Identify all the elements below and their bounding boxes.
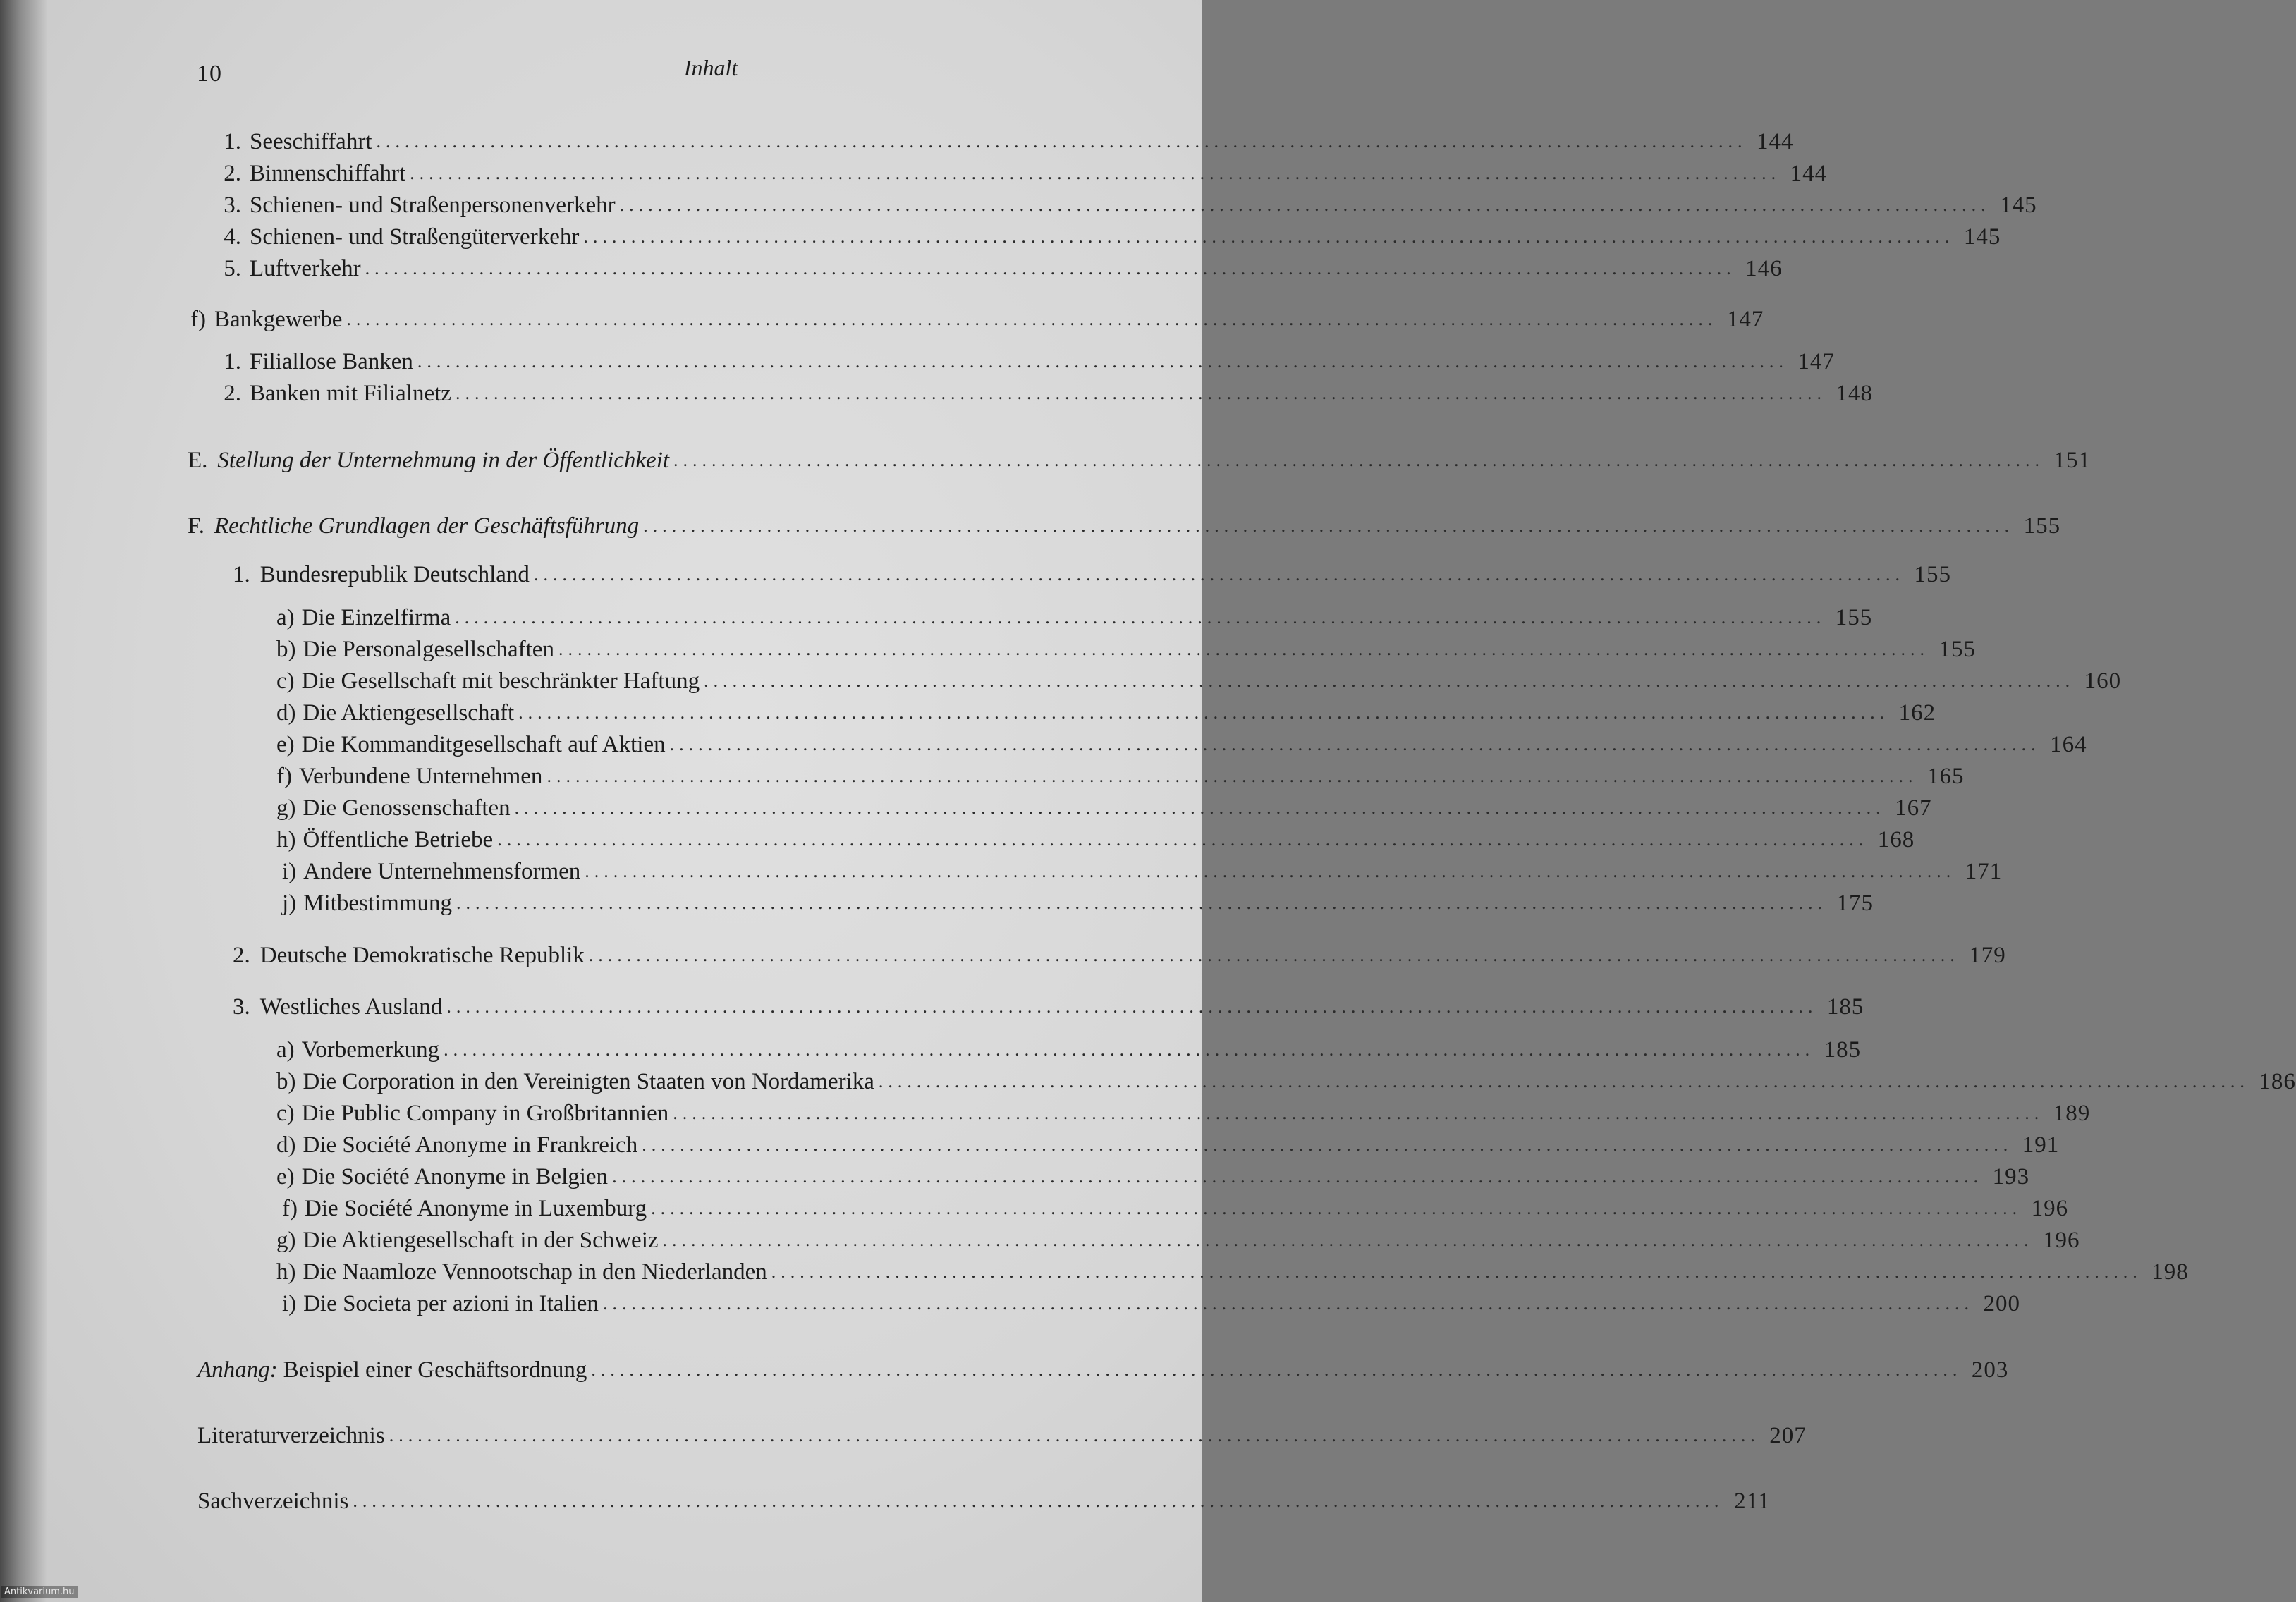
entry-title: Die Public Company in Großbritannien — [301, 1101, 669, 1126]
leader-dots: ................................................................................................................................................ — [591, 1359, 1962, 1380]
entry-number: 3. — [233, 994, 250, 1020]
entry-title: Seeschiffahrt — [250, 129, 372, 154]
toc-entry — [276, 698, 1936, 726]
entry-title: Die Naamloze Vennootschap in den Niederlanden — [303, 1259, 767, 1285]
leader-dots: ................................................................................................................................................ — [444, 1039, 1815, 1060]
entry-page: 162 — [1898, 700, 1936, 726]
entry-title: Die Société Anonyme in Luxemburg — [304, 1196, 647, 1221]
entry-page: 179 — [1969, 943, 2006, 968]
entry-number: h) — [276, 1259, 296, 1285]
entry-page: 155 — [1835, 605, 1873, 630]
toc-entry — [209, 379, 1873, 407]
toc-entry — [282, 857, 2003, 885]
leader-dots: ................................................................................................................................................ — [669, 734, 2041, 754]
toc-entry — [209, 159, 1828, 187]
entry-number: f) — [190, 307, 206, 332]
toc-entry — [276, 1067, 2296, 1095]
entry-page: 155 — [1914, 562, 1951, 587]
entry-title: Die Aktiengesellschaft in der Schweiz — [303, 1228, 659, 1253]
entry-title: Luftverkehr — [250, 256, 361, 281]
entry-page: 155 — [2023, 513, 2061, 539]
entry-number: 2. — [224, 161, 241, 186]
entry-page: 185 — [1824, 1037, 1862, 1063]
entry-page: 196 — [2031, 1196, 2069, 1221]
entry-number: c) — [276, 1101, 295, 1126]
leader-dots: ................................................................................................................................................ — [585, 861, 1956, 881]
entry-page: 168 — [1877, 827, 1915, 852]
entry-page: 203 — [1971, 1357, 2009, 1383]
entry-title: Schienen- und Straßenpersonenverkehr — [250, 192, 616, 218]
entry-title: Binnenschiffahrt — [250, 161, 406, 186]
entry-title: Verbundene Unternehmen — [298, 764, 543, 789]
entry-title: Die Societa per azioni in Italien — [303, 1291, 599, 1316]
entry-page: 211 — [1734, 1488, 1771, 1514]
entry-number: a) — [276, 1037, 295, 1063]
leader-dots: ................................................................................................................................................ — [353, 1491, 1724, 1511]
leader-dots: ................................................................................................................................................ — [602, 1293, 1974, 1314]
leader-dots: ................................................................................................................................................ — [583, 226, 1955, 247]
toc-entry — [276, 1257, 2189, 1285]
entry-title: Vorbemerkung — [301, 1037, 440, 1063]
entry-title: Literaturverzeichnis — [197, 1423, 385, 1448]
leader-dots: ................................................................................................................................................ — [704, 671, 2075, 691]
entry-page: 146 — [1745, 256, 1783, 281]
toc-entry — [276, 1099, 2091, 1127]
running-title: Inhalt — [683, 55, 738, 80]
entry-title: Die Gesellschaft mit beschränkter Haftung — [301, 668, 700, 694]
entry-number: g) — [276, 1228, 296, 1253]
leader-dots: ................................................................................................................................................ — [518, 702, 1890, 723]
entry-page: 165 — [1926, 764, 1965, 789]
toc-entry — [209, 254, 1783, 282]
entry-number: F. — [188, 513, 204, 539]
entry-number: f) — [282, 1196, 298, 1221]
entry-number: i) — [282, 1291, 297, 1316]
leader-dots: ................................................................................................................................................ — [497, 829, 1869, 850]
entry-number: f) — [276, 764, 292, 789]
toc-entry — [276, 762, 1965, 790]
leader-dots: ................................................................................................................................................ — [558, 639, 1929, 659]
entry-page: 191 — [2022, 1132, 2060, 1158]
leader-dots: ................................................................................................................................................ — [456, 893, 1828, 913]
entry-title: Banken mit Filialnetz — [250, 381, 451, 406]
page-number: 10 — [197, 61, 222, 87]
entry-page: 160 — [2084, 668, 2122, 694]
entry-number: Anhang: — [197, 1357, 278, 1383]
toc-entry — [209, 222, 2001, 250]
leader-dots: ................................................................................................................................................ — [446, 996, 1818, 1017]
entry-number: i) — [282, 859, 297, 884]
entry-number: a) — [276, 605, 295, 630]
entry-title: Bundesrepublik Deutschland — [259, 562, 530, 587]
toc-entry — [282, 888, 1874, 917]
entry-page: 147 — [1797, 349, 1835, 374]
entry-page: 207 — [1769, 1423, 1807, 1448]
toc-entry — [276, 1035, 1862, 1063]
entry-page: 175 — [1836, 891, 1874, 916]
leader-dots: ................................................................................................................................................ — [643, 515, 2015, 536]
entry-title: Deutsche Demokratische Republik — [259, 943, 585, 968]
toc-entry — [233, 941, 2006, 969]
entry-page: 193 — [1992, 1164, 2030, 1190]
entry-title: Mitbestimmung — [303, 891, 453, 916]
toc-entry — [276, 1162, 2030, 1190]
leader-dots: ................................................................................................................................................ — [533, 564, 1905, 585]
entry-number: h) — [276, 827, 296, 852]
entry-number: 1. — [224, 129, 241, 154]
entry-page: 164 — [2050, 732, 2087, 757]
entry-title: Die Corporation in den Vereinigten Staaten von Nordamerika — [303, 1069, 874, 1094]
toc-entry — [197, 1486, 1771, 1515]
entry-title: Öffentliche Betriebe — [303, 827, 494, 852]
entry-title: Die Société Anonyme in Belgien — [301, 1164, 609, 1190]
entry-title: Sachverzeichnis — [197, 1488, 349, 1514]
entry-title: Die Personalgesellschaften — [303, 637, 554, 662]
entry-number: 2. — [233, 943, 250, 968]
book-page — [47, 0, 2296, 1602]
entry-number: j) — [282, 891, 297, 916]
entry-page: 145 — [2000, 192, 2037, 218]
leader-dots: ................................................................................................................................................ — [662, 1230, 2034, 1250]
toc-entry — [276, 666, 2122, 695]
toc-appendix-entry — [197, 1355, 2009, 1383]
entry-number: g) — [276, 795, 296, 821]
entry-page: 148 — [1836, 381, 1873, 406]
entry-page: 198 — [2151, 1259, 2189, 1285]
entry-title: Die Genossenschaften — [303, 795, 511, 821]
toc-entry — [276, 1130, 2060, 1158]
leader-dots: ................................................................................................................................................ — [619, 195, 1991, 215]
entry-title: Beispiel einer Geschäftsordnung — [283, 1357, 587, 1383]
leader-dots: ................................................................................................................................................ — [673, 450, 2045, 470]
leader-dots: ................................................................................................................................................ — [410, 163, 1781, 183]
toc-entry — [197, 1421, 1807, 1449]
leader-dots: ................................................................................................................................................ — [878, 1071, 2249, 1092]
toc-entry — [209, 347, 1835, 375]
toc-entry — [233, 560, 1951, 588]
entry-title: Filiallose Banken — [250, 349, 413, 374]
leader-dots: ................................................................................................................................................ — [771, 1261, 2142, 1282]
toc-entry — [276, 1225, 2080, 1254]
leader-dots: ................................................................................................................................................ — [588, 945, 1960, 965]
entry-page: 145 — [1963, 224, 2001, 250]
entry-page: 189 — [2053, 1101, 2091, 1126]
entry-number: d) — [276, 700, 296, 726]
entry-number: b) — [276, 637, 296, 662]
entry-number: 2. — [224, 381, 241, 406]
toc-entry — [282, 1194, 2069, 1222]
leader-dots: ................................................................................................................................................ — [514, 797, 1886, 818]
entry-title: Andere Unternehmensformen — [303, 859, 581, 884]
entry-title: Stellung der Unternehmung in der Öffentlichkeit — [217, 448, 670, 473]
toc-entry — [276, 603, 1873, 631]
leader-dots: ................................................................................................................................................ — [376, 131, 1747, 152]
entry-page: 147 — [1726, 307, 1764, 332]
entry-page: 200 — [1983, 1291, 2020, 1316]
entry-page: 167 — [1895, 795, 1932, 821]
leader-dots: ................................................................................................................................................ — [546, 766, 1918, 786]
entry-number: E. — [188, 448, 208, 473]
toc-entry — [209, 127, 1794, 155]
entry-title: Die Aktiengesellschaft — [303, 700, 515, 726]
toc-section-entry — [188, 446, 2092, 474]
toc-entry — [233, 992, 1864, 1020]
entry-page: 186 — [2259, 1069, 2296, 1094]
toc-entry — [276, 793, 1932, 821]
entry-number: d) — [276, 1132, 296, 1158]
entry-number: e) — [276, 732, 295, 757]
entry-number: 4. — [224, 224, 241, 250]
entry-page: 185 — [1826, 994, 1864, 1020]
entry-page: 196 — [2043, 1228, 2080, 1253]
entry-number: 3. — [224, 192, 241, 218]
entry-number: 1. — [224, 349, 241, 374]
entry-title: Westliches Ausland — [259, 994, 443, 1020]
book-binding-shadow — [0, 0, 49, 1602]
leader-dots: ................................................................................................................................................ — [365, 258, 1736, 279]
leader-dots: ................................................................................................................................................ — [642, 1135, 2013, 1155]
entry-title: Die Kommanditgesellschaft auf Aktien — [301, 732, 666, 757]
leader-dots: ................................................................................................................................................ — [612, 1166, 1984, 1187]
entry-number: e) — [276, 1164, 295, 1190]
toc-entry — [209, 190, 2037, 219]
entry-number: c) — [276, 668, 295, 694]
toc-entry — [276, 825, 1915, 853]
toc-entry — [276, 730, 2087, 758]
leader-dots: ................................................................................................................................................ — [346, 309, 1718, 329]
entry-title: Schienen- und Straßengüterverkehr — [250, 224, 580, 250]
entry-page: 155 — [1938, 637, 1976, 662]
entry-title: Die Société Anonyme in Frankreich — [303, 1132, 638, 1158]
leader-dots: ................................................................................................................................................ — [673, 1103, 2044, 1123]
entry-page: 144 — [1757, 129, 1794, 154]
toc-entry — [282, 1289, 2020, 1317]
entry-page: 171 — [1965, 859, 2003, 884]
entry-number: 1. — [233, 562, 250, 587]
toc-entry — [276, 635, 1976, 663]
leader-dots: ................................................................................................................................................ — [417, 351, 1788, 372]
leader-dots: ................................................................................................................................................ — [389, 1425, 1760, 1445]
entry-title: Die Einzelfirma — [301, 605, 451, 630]
entry-title: Bankgewerbe — [214, 307, 343, 332]
entry-page: 151 — [2053, 448, 2092, 473]
leader-dots: ................................................................................................................................................ — [455, 383, 1826, 403]
watermark: Antikvarium.hu — [1, 1586, 78, 1598]
entry-number: 5. — [224, 256, 241, 281]
entry-number: b) — [276, 1069, 296, 1094]
leader-dots: ................................................................................................................................................ — [651, 1198, 2022, 1218]
toc-entry — [173, 305, 1764, 333]
toc-section-entry — [188, 511, 2061, 539]
leader-dots: ................................................................................................................................................ — [455, 607, 1826, 628]
entry-page: 144 — [1790, 161, 1828, 186]
entry-title: Rechtliche Grundlagen der Geschäftsführung — [214, 513, 640, 539]
